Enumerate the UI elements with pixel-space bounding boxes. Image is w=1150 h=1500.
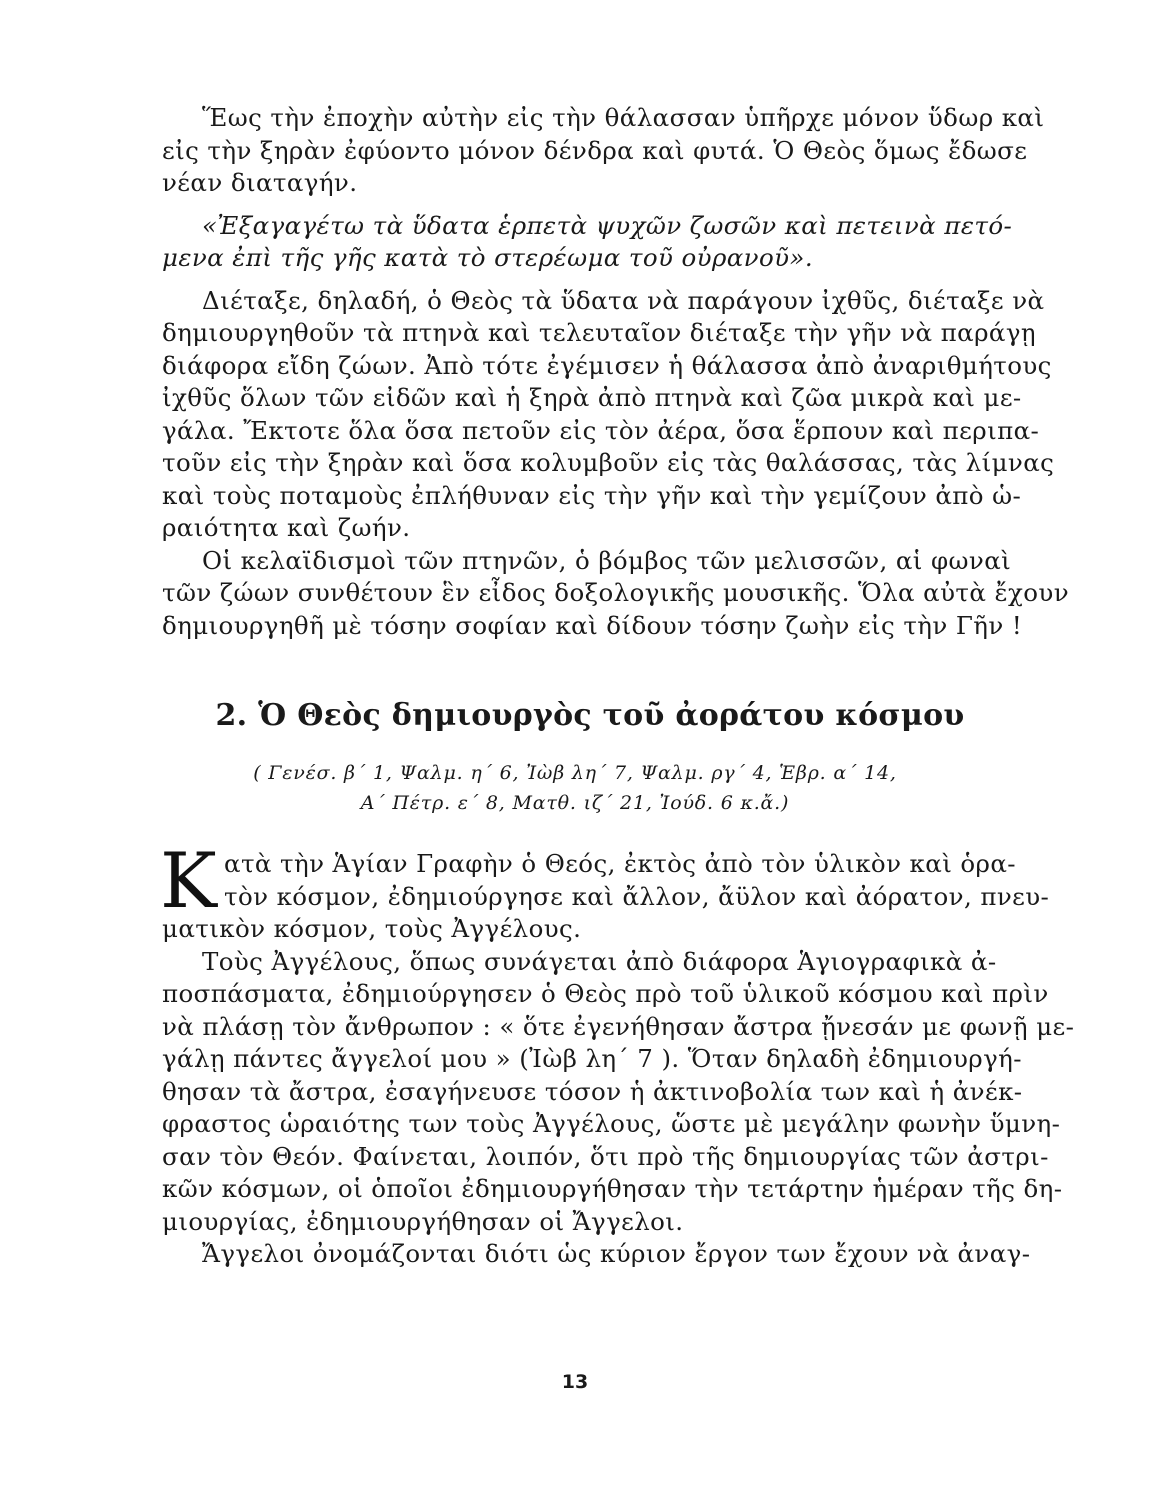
page-number: 13 (561, 1371, 589, 1393)
paragraph-1 (162, 102, 1045, 200)
scripture-references (162, 758, 988, 818)
text-line: μιουργίας, ἐδημιουργήθησαν οἱ Ἄγγελοι. (162, 1206, 684, 1236)
text-line: Ἄγγελοι ὀνομάζονται διότι ὡς κύριον ἔργον των ἔχουν νὰ ἀναγ- (202, 1239, 1031, 1268)
text-line: ραιότητα καὶ ζωήν. (162, 513, 411, 542)
text-line: γάλα. Ἔκτοτε ὅλα ὅσα πετοῦν εἰς τὸν ἀέρα, ὅσα ἕρπουν καὶ περιπα- (162, 415, 1040, 445)
text-line: καὶ τοὺς ποταμοὺς ἐπλήθυναν εἰς τὴν γῆν καὶ τὴν γεμίζουν ἀπὸ ὡ- (162, 480, 1022, 510)
drop-cap: Κ (160, 836, 217, 925)
text-line: ατὰ τὴν Ἁγίαν Γραφὴν ὁ Θεός, ἐκτὸς ἀπὸ τὸν ὑλικὸν καὶ ὁρα- (224, 849, 1016, 878)
text-line: εἰς τὴν ξηρὰν ἐφύοντο μόνον δένδρα καὶ φυτά. Ὁ Θεὸς ὅμως ἔδωσε (162, 135, 1028, 165)
text-line: «Ἐξαγαγέτω τὰ ὕδατα ἑρπετὰ ψυχῶν ζωσῶν καὶ πετεινὰ πετό- (202, 210, 1013, 240)
text-line: μενα ἐπὶ τῆς γῆς κατὰ τὸ στερέωμα τοῦ οὐρανοῦ». (162, 243, 814, 272)
text-line: τοῦν εἰς τὴν ξηρὰν καὶ ὅσα κολυμβοῦν εἰς τὰς θαλάσσας, τὰς λίμνας (162, 448, 1055, 477)
paragraph-3 (162, 545, 1069, 643)
paragraph-4 (160, 836, 1050, 946)
text-line: ματικὸν κόσμον, τοὺς Ἀγγέλους. (162, 914, 582, 943)
text-line: Τοὺς Ἀγγέλους, ὅπως συνάγεται ἀπὸ διάφορα Ἁγιογραφικὰ ἀ- (202, 946, 997, 976)
text-line: δημιουργηθῆ μὲ τόσην σοφίαν καὶ δίδουν τόσην ζωὴν εἰς τὴν Γῆν ! (162, 610, 1023, 640)
text-line: Ἕως τὴν ἐποχὴν αὐτὴν εἰς τὴν θάλασσαν ὑπῆρχε μόνον ὕδωρ καὶ (202, 103, 1045, 132)
text-line: φραστος ὡραιότης των τοὺς Ἀγγέλους, ὥστε μὲ μεγάλην φωνὴν ὕμνη- (162, 1109, 1061, 1138)
reference-line: Α΄ Πέτρ. ε΄ 8, Ματθ. ιζ΄ 21, Ἰούδ. 6 κ.ἄ.) (360, 792, 790, 814)
text-line: κῶν κόσμων, οἱ ὁποῖοι ἐδημιουργήθησαν τὴν τετάρτην ἡμέραν τῆς δη- (162, 1174, 1063, 1203)
reference-line: ( Γενέσ. β΄ 1, Ψαλμ. η΄ 6, Ἰὼβ λη΄ 7, Ψαλμ. ργ΄ 4, Ἑβρ. α΄ 14, (253, 762, 897, 784)
text-line: νέαν διαταγήν. (162, 168, 358, 197)
text-line: δημιουργηθοῦν τὰ πτηνὰ καὶ τελευταῖον διέταξε τὴν γῆν νὰ παράγῃ (162, 318, 1036, 347)
text-line: σαν τὸν Θεόν. Φαίνεται, λοιπόν, ὅτι πρὸ τῆς δημιουργίας τῶν ἀστρι- (162, 1141, 1049, 1171)
text-line: γάλῃ πάντες ἄγγελοί μου » (Ἰὼβ λη΄ 7 ). Ὅταν δηλαδὴ ἐδημιουργή- (162, 1044, 1022, 1073)
text-line: Οἱ κελαϊδισμοὶ τῶν πτηνῶν, ὁ βόμβος τῶν μελισσῶν, αἱ φωναὶ (202, 545, 1012, 575)
paragraph-2 (162, 285, 1055, 545)
paragraph-6 (162, 1238, 1031, 1271)
text-line: τῶν ζώων συνθέτουν ἓν εἶδος δοξολογικῆς μουσικῆς. Ὅλα αὐτὰ ἔχουν (162, 578, 1069, 607)
text-line: Διέταξε, δηλαδή, ὁ Θεὸς τὰ ὕδατα νὰ παράγουν ἰχθῦς, διέταξε νὰ (202, 285, 1045, 315)
section-heading: 2. Ὁ Θεὸς δημιουργὸς τοῦ ἀοράτου κόσμου (215, 698, 965, 733)
page-body (160, 102, 1075, 1271)
text-line: τὸν κόσμον, ἐδημιούργησε καὶ ἄλλον, ἄϋλον καὶ ἀόρατον, πνευ- (224, 881, 1050, 911)
text-line: ποσπάσματα, ἐδημιούργησεν ὁ Θεὸς πρὸ τοῦ ὑλικοῦ κόσμου καὶ πρὶν (162, 979, 1049, 1008)
scripture-quote (162, 210, 1013, 275)
text-line: νὰ πλάσῃ τὸν ἄνθρωπον : « ὅτε ἐγενήθησαν ἄστρα ᾔνεσάν με φωνῇ με- (162, 1011, 1075, 1041)
paragraph-5 (162, 946, 1075, 1239)
text-line: διάφορα εἴδη ζώων. Ἀπὸ τότε ἐγέμισεν ἡ θάλασσα ἀπὸ ἀναριθμήτους (162, 350, 1052, 380)
text-line: θησαν τὰ ἄστρα, ἐσαγήνευσε τόσον ἡ ἀκτινοβολία των καὶ ἡ ἀνέκ- (162, 1076, 1023, 1106)
text-line: ἰχθῦς ὅλων τῶν εἰδῶν καὶ ἡ ξηρὰ ἀπὸ πτηνὰ καὶ ζῶα μικρὰ καὶ με- (162, 383, 1022, 412)
